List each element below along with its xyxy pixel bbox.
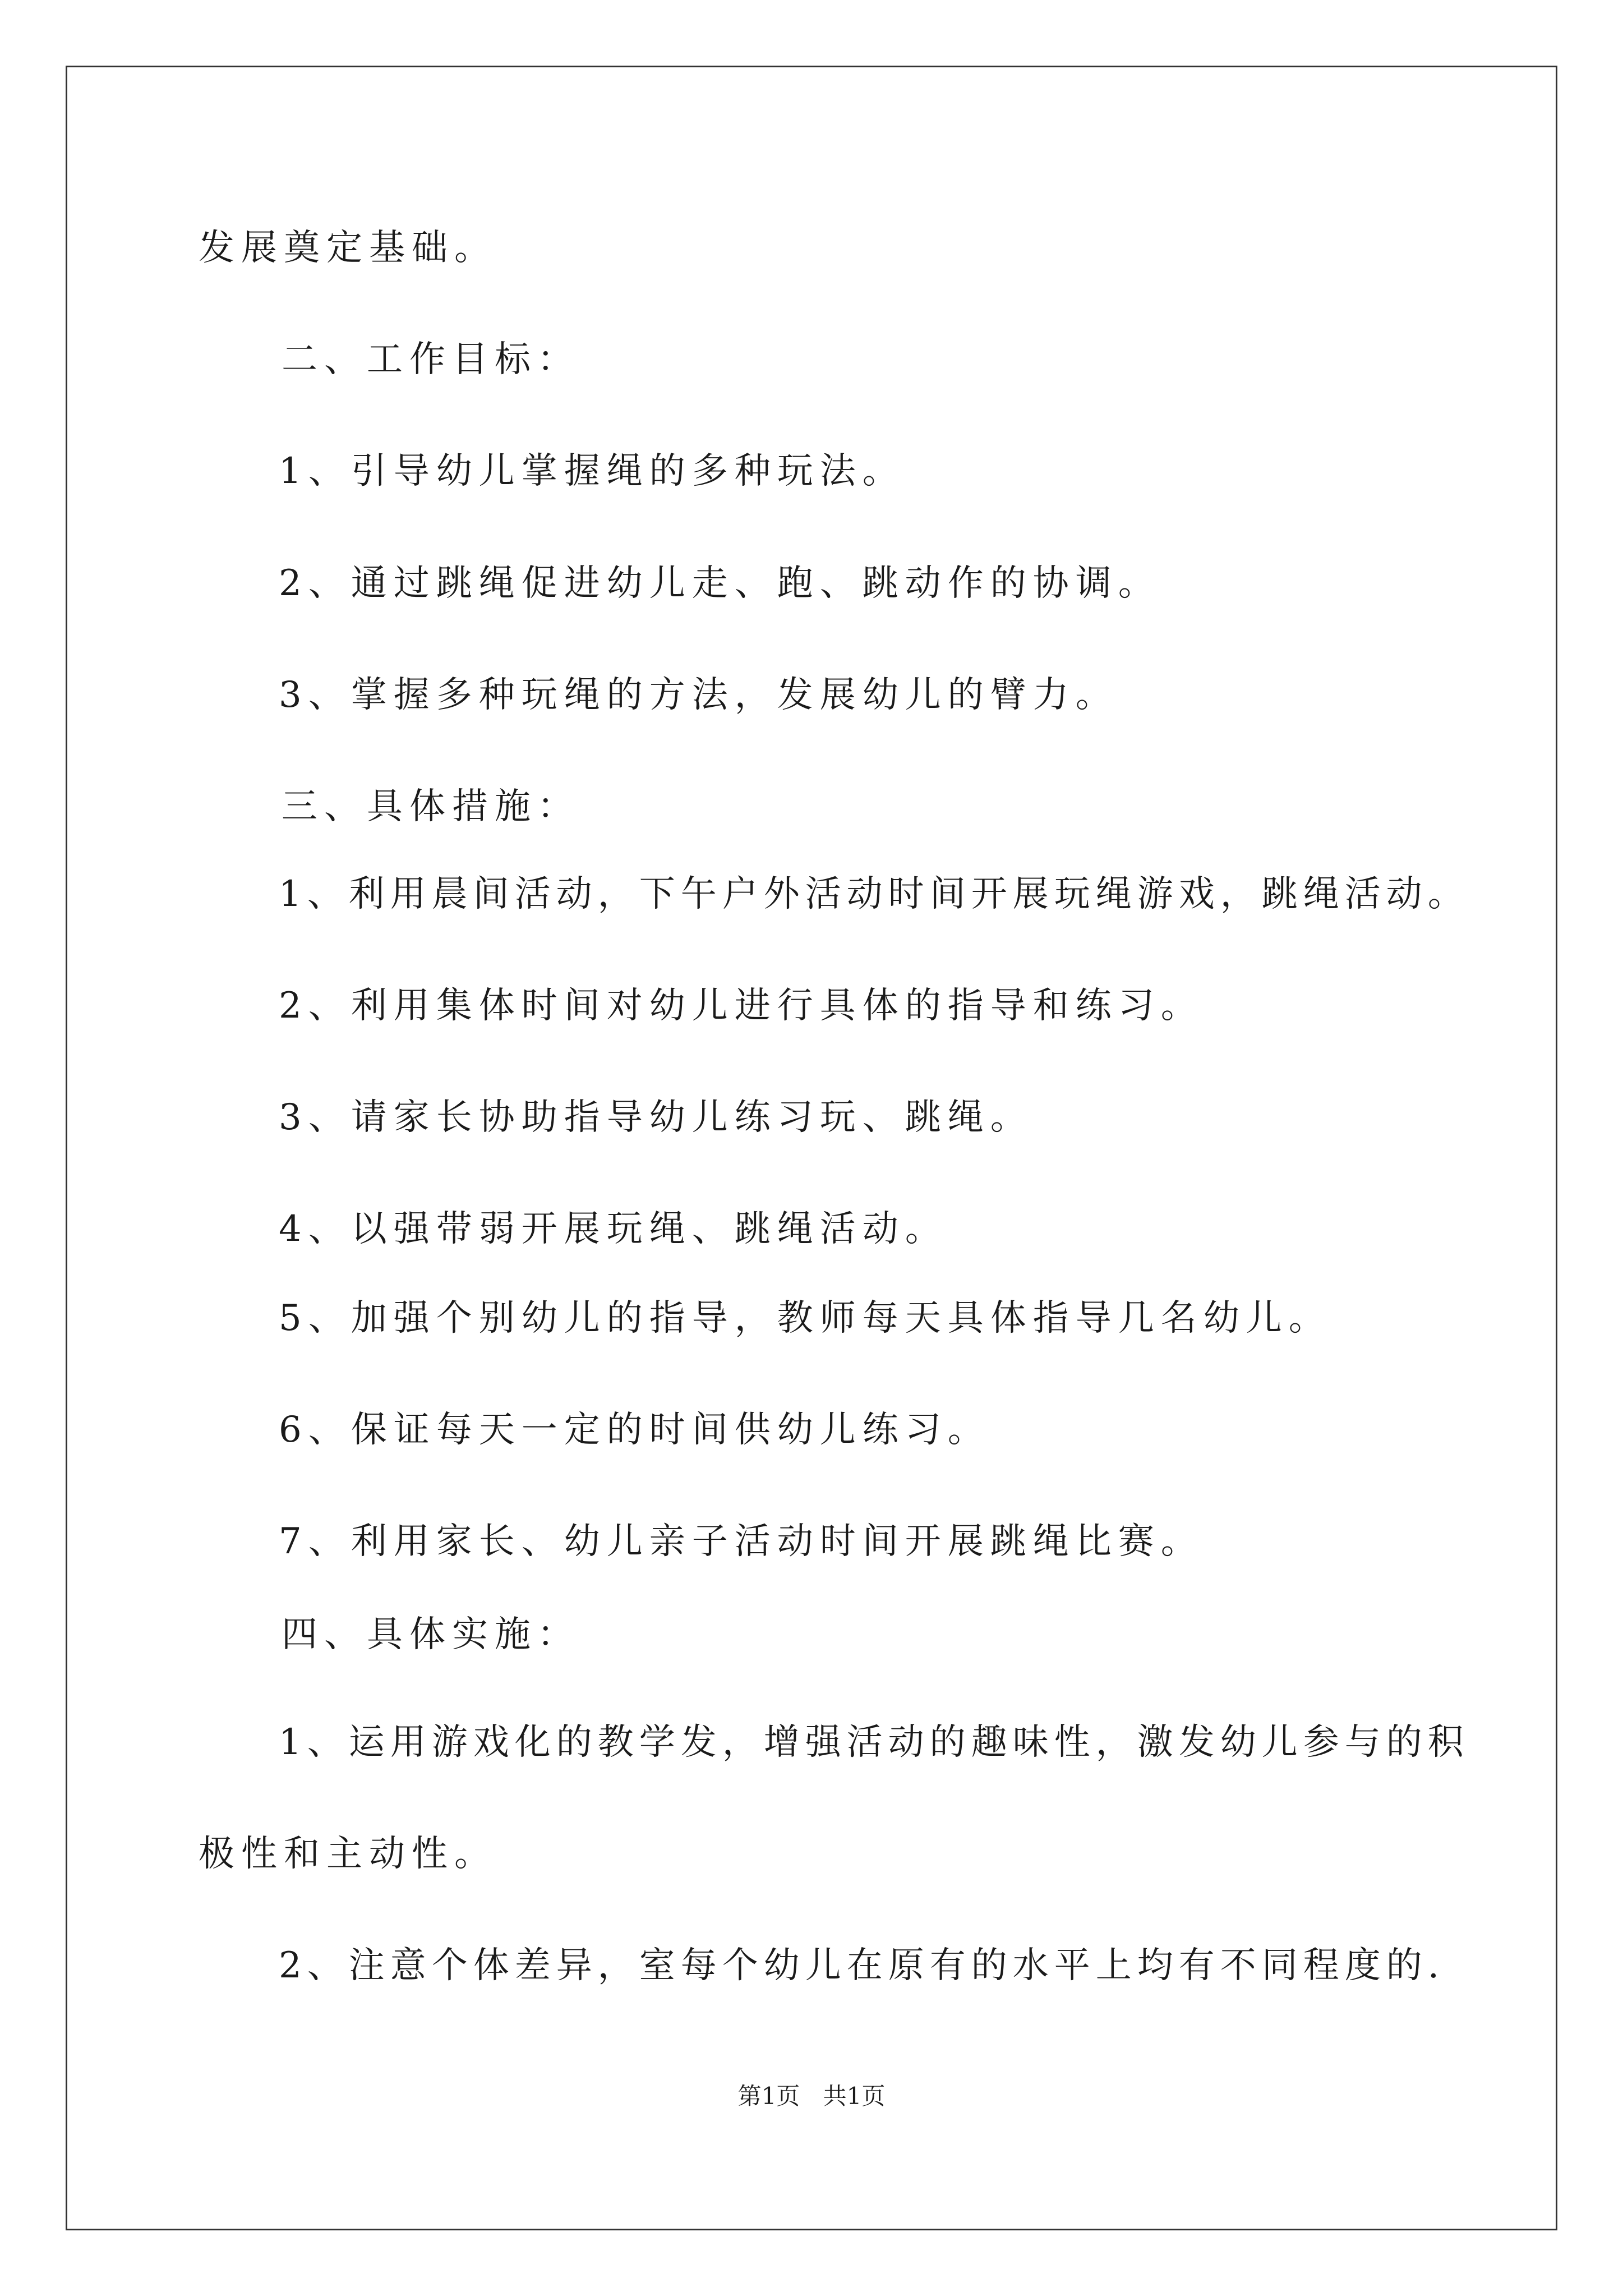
goal-item-2: 2、通过跳绳促进幼儿走、跑、跳动作的协调。 (279, 563, 1161, 604)
page-number-current: 第1页 (737, 2082, 800, 2110)
section-heading-measures: 三、具体措施： (282, 786, 580, 827)
measure-item-2: 2、利用集体时间对幼儿进行具体的指导和练习。 (279, 985, 1204, 1027)
measure-item-7: 7、利用家长、幼儿亲子活动时间开展跳绳比赛。 (279, 1521, 1204, 1562)
page-footer (0, 2082, 1623, 2110)
section-heading-goals: 二、工作目标： (282, 339, 580, 380)
measure-item-5: 5、加强个别幼儿的指导，教师每天具体指导几名幼儿。 (279, 1297, 1331, 1339)
measure-item-3: 3、请家长协助指导幼儿练习玩、跳绳。 (279, 1097, 1033, 1138)
implementation-item-1: 1、运用游戏化的教学发，增强活动的趣味性，激发幼儿参与的积 (279, 1722, 1469, 1763)
section-heading-implementation: 四、具体实施： (282, 1614, 580, 1655)
page-number-total: 共1页 (823, 2082, 886, 2110)
goal-item-1: 1、引导幼儿掌握绳的多种玩法。 (279, 450, 905, 492)
page-frame (66, 66, 1557, 2230)
implementation-item-2: 2、注意个体差异，室每个幼儿在原有的水平上均有不同程度的. (279, 1945, 1445, 1986)
goal-item-3: 3、掌握多种玩绳的方法，发展幼儿的臂力。 (279, 674, 1118, 716)
implementation-item-1-continued: 极性和主动性。 (199, 1833, 497, 1875)
paragraph-continuation: 发展奠定基础。 (199, 227, 497, 269)
measure-item-4: 4、以强带弱开展玩绳、跳绳活动。 (279, 1208, 948, 1250)
measure-item-1: 1、利用晨间活动，下午户外活动时间开展玩绳游戏，跳绳活动。 (279, 873, 1469, 915)
measure-item-6: 6、保证每天一定的时间供幼儿练习。 (279, 1409, 990, 1451)
